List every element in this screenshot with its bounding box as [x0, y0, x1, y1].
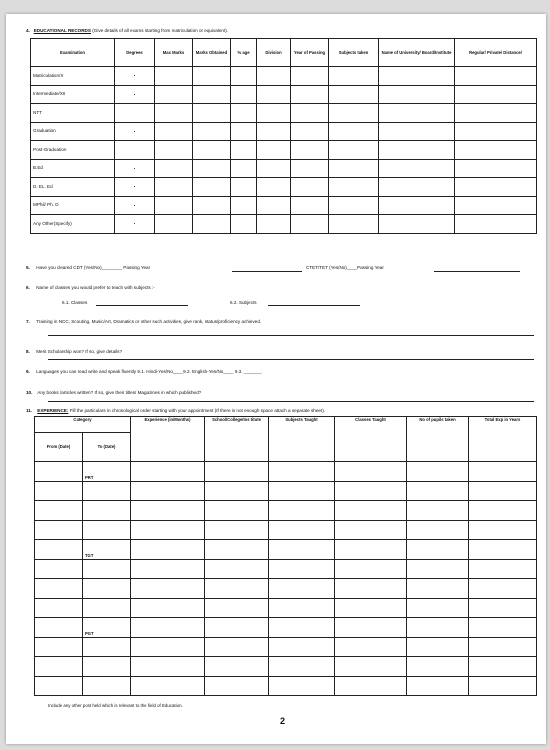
education-input-cell[interactable]: [257, 104, 291, 123]
experience-input-cell[interactable]: [469, 559, 537, 579]
degree-cell[interactable]: .: [115, 122, 155, 141]
education-input-cell[interactable]: [379, 104, 455, 123]
header-mode: Regular/ Private/ Distance/: [455, 39, 537, 67]
q9-number: 9.: [26, 369, 30, 374]
question-7: [26, 319, 261, 324]
education-input-cell[interactable]: [455, 104, 537, 123]
header-experience: Experience (in/Months): [131, 417, 205, 462]
experience-row: [35, 637, 537, 657]
experience-row: [35, 598, 537, 618]
experience-input-cell[interactable]: [205, 657, 269, 677]
experience-input-cell[interactable]: [83, 501, 131, 521]
exam-name-cell: B.Ed: [31, 159, 115, 178]
category-label-pgt: PGT: [83, 618, 131, 638]
experience-input-cell[interactable]: [35, 579, 83, 599]
experience-input-cell[interactable]: [269, 501, 335, 521]
education-input-cell[interactable]: [257, 85, 291, 104]
experience-input-cell[interactable]: [269, 540, 335, 560]
header-degrees: Degrees: [115, 39, 155, 67]
experience-input-cell[interactable]: [335, 676, 407, 696]
education-input-cell[interactable]: [455, 67, 537, 86]
q10-text: Any books /articles written? If so, give their titles/ Magazines in which published?: [37, 390, 202, 395]
experience-row: [35, 540, 537, 560]
experience-input-cell[interactable]: [205, 618, 269, 638]
section-4-note: (Give details of all exams starting from matriculation or equivalent).: [92, 28, 229, 33]
education-input-cell[interactable]: [231, 215, 257, 234]
experience-input-cell[interactable]: [407, 637, 469, 657]
education-input-cell[interactable]: [257, 141, 291, 160]
experience-input-cell[interactable]: [407, 598, 469, 618]
education-input-cell[interactable]: [291, 85, 329, 104]
q6-subjects-label: 6.2. Subjects: [230, 300, 257, 305]
experience-input-cell[interactable]: [83, 559, 131, 579]
experience-input-cell[interactable]: [131, 520, 205, 540]
experience-input-cell[interactable]: [469, 598, 537, 618]
experience-input-cell[interactable]: [269, 598, 335, 618]
experience-input-cell[interactable]: [131, 540, 205, 560]
education-input-cell[interactable]: [257, 215, 291, 234]
experience-input-cell[interactable]: [407, 520, 469, 540]
education-input-cell[interactable]: [455, 215, 537, 234]
header-pupils: No of pupils taken: [407, 417, 469, 462]
experience-input-cell[interactable]: [131, 579, 205, 599]
education-input-cell[interactable]: [155, 122, 193, 141]
experience-input-cell[interactable]: [131, 676, 205, 696]
experience-input-cell[interactable]: [131, 637, 205, 657]
exam-name-cell: Post-Graduation: [31, 141, 115, 160]
education-input-cell[interactable]: [291, 104, 329, 123]
header-institute: School/College/Ins titute: [205, 417, 269, 462]
experience-input-cell[interactable]: [131, 598, 205, 618]
education-input-cell[interactable]: [379, 122, 455, 141]
education-input-cell[interactable]: [291, 67, 329, 86]
education-input-cell[interactable]: [455, 196, 537, 215]
education-input-cell[interactable]: [155, 178, 193, 197]
q8-text: Merit Scholarship won? If so, give details?: [36, 349, 123, 354]
education-input-cell[interactable]: [291, 122, 329, 141]
experience-input-cell[interactable]: [469, 579, 537, 599]
experience-input-cell[interactable]: [35, 637, 83, 657]
education-input-cell[interactable]: [193, 159, 231, 178]
degree-cell[interactable]: [115, 141, 155, 160]
education-input-cell[interactable]: [329, 196, 379, 215]
q7-answer-field[interactable]: [48, 335, 534, 336]
experience-input-cell[interactable]: [407, 559, 469, 579]
education-row: [31, 141, 537, 160]
experience-input-cell[interactable]: [205, 676, 269, 696]
experience-input-cell[interactable]: [335, 501, 407, 521]
experience-input-cell[interactable]: [35, 618, 83, 638]
section-4-number: 4.: [26, 28, 30, 33]
experience-input-cell[interactable]: [269, 462, 335, 482]
q5-ctet: CTET/TET (Yes/No)____Passing Year: [306, 265, 384, 270]
section-11-note: Fill the particulars in chronological order starting with your appointment (If there is not enough space attach a separate sheet).: [69, 408, 326, 413]
experience-input-cell[interactable]: [35, 501, 83, 521]
education-input-cell[interactable]: [379, 141, 455, 160]
experience-input-cell[interactable]: [335, 481, 407, 501]
experience-row: [35, 481, 537, 501]
experience-input-cell[interactable]: [269, 618, 335, 638]
experience-input-cell[interactable]: [407, 618, 469, 638]
experience-input-cell[interactable]: [205, 462, 269, 482]
category-label-tgt: TGT: [83, 540, 131, 560]
experience-input-cell[interactable]: [335, 637, 407, 657]
education-input-cell[interactable]: [155, 141, 193, 160]
education-input-cell[interactable]: [231, 159, 257, 178]
question-8: [26, 349, 122, 354]
experience-input-cell[interactable]: [407, 462, 469, 482]
header-division: Division: [257, 39, 291, 67]
experience-input-cell[interactable]: [205, 579, 269, 599]
experience-input-cell[interactable]: [35, 559, 83, 579]
education-input-cell[interactable]: [379, 178, 455, 197]
experience-input-cell[interactable]: [407, 501, 469, 521]
experience-input-cell[interactable]: [469, 618, 537, 638]
exam-name-cell: MPhil/ Ph. D: [31, 196, 115, 215]
experience-input-cell[interactable]: [131, 501, 205, 521]
education-input-cell[interactable]: [193, 178, 231, 197]
experience-input-cell[interactable]: [407, 657, 469, 677]
experience-row: [35, 559, 537, 579]
education-input-cell[interactable]: [329, 67, 379, 86]
q6-classes-label: 6.1. Classes: [62, 300, 88, 305]
education-header-row: [31, 39, 537, 67]
experience-input-cell[interactable]: [407, 540, 469, 560]
experience-input-cell[interactable]: [83, 657, 131, 677]
education-input-cell[interactable]: [155, 215, 193, 234]
education-input-cell[interactable]: [455, 178, 537, 197]
experience-input-cell[interactable]: [335, 520, 407, 540]
experience-input-cell[interactable]: [469, 501, 537, 521]
experience-input-cell[interactable]: [131, 559, 205, 579]
experience-row: [35, 579, 537, 599]
header-marks-obtained: Marks Obtained: [193, 39, 231, 67]
exam-name-cell: Intermediate/XII: [31, 85, 115, 104]
header-total-exp: Total Exp in Years: [469, 417, 537, 462]
header-examination: Examination: [31, 39, 115, 67]
education-input-cell[interactable]: [329, 141, 379, 160]
education-input-cell[interactable]: [231, 85, 257, 104]
experience-table-body: [35, 462, 537, 696]
education-input-cell[interactable]: [329, 178, 379, 197]
experience-row: [35, 618, 537, 638]
education-input-cell[interactable]: [291, 159, 329, 178]
education-row: [31, 104, 537, 123]
education-input-cell[interactable]: [455, 159, 537, 178]
education-input-cell[interactable]: [329, 122, 379, 141]
experience-input-cell[interactable]: [205, 520, 269, 540]
question-5: [26, 265, 150, 270]
experience-input-cell[interactable]: [269, 520, 335, 540]
degree-cell[interactable]: .: [115, 85, 155, 104]
question-6: [26, 285, 155, 290]
header-to-date: To (Date): [83, 433, 131, 462]
experience-input-cell[interactable]: [335, 657, 407, 677]
experience-row: [35, 462, 537, 482]
experience-row: [35, 676, 537, 696]
experience-input-cell[interactable]: [205, 481, 269, 501]
q5-ctet-year-field[interactable]: [434, 271, 520, 272]
education-row: [31, 215, 537, 234]
question-10: [26, 390, 201, 395]
education-records-table: [30, 38, 537, 234]
education-input-cell[interactable]: [155, 196, 193, 215]
q6-classes-field[interactable]: [96, 305, 188, 306]
q5-number: 5.: [26, 265, 30, 270]
education-input-cell[interactable]: [193, 104, 231, 123]
experience-input-cell[interactable]: [269, 481, 335, 501]
q7-text: Training in NCC, Scouting, Music/Art, Dramatics or other such activities, give rank, status/proficiency achieved.: [36, 319, 262, 324]
experience-input-cell[interactable]: [205, 540, 269, 560]
education-input-cell[interactable]: [329, 104, 379, 123]
experience-input-cell[interactable]: [407, 481, 469, 501]
experience-input-cell[interactable]: [269, 676, 335, 696]
experience-input-cell[interactable]: [269, 559, 335, 579]
education-input-cell[interactable]: [231, 141, 257, 160]
education-input-cell[interactable]: [193, 215, 231, 234]
education-row: [31, 122, 537, 141]
experience-input-cell[interactable]: [469, 481, 537, 501]
experience-input-cell[interactable]: [335, 579, 407, 599]
experience-header-row: [35, 417, 537, 433]
education-row: [31, 85, 537, 104]
q5-text: Have you cleared CDT (Yes/No)________ Passing Year: [36, 265, 151, 270]
experience-input-cell[interactable]: [469, 540, 537, 560]
exam-name-cell: NTT: [31, 104, 115, 123]
education-input-cell[interactable]: [193, 141, 231, 160]
experience-input-cell[interactable]: [335, 618, 407, 638]
degree-cell[interactable]: .: [115, 215, 155, 234]
exam-name-cell: Any Other(Specify): [31, 215, 115, 234]
q8-answer-field[interactable]: [48, 359, 534, 360]
header-subjects-taught: Subjects Taught: [269, 417, 335, 462]
education-input-cell[interactable]: [379, 67, 455, 86]
experience-input-cell[interactable]: [205, 501, 269, 521]
q6-number: 6.: [26, 285, 30, 290]
experience-input-cell[interactable]: [335, 540, 407, 560]
header-category: Category: [35, 417, 131, 433]
education-input-cell[interactable]: [231, 104, 257, 123]
q6-subjects-field[interactable]: [268, 305, 360, 306]
education-row: [31, 159, 537, 178]
education-input-cell[interactable]: [155, 67, 193, 86]
education-input-cell[interactable]: [193, 67, 231, 86]
experience-input-cell[interactable]: [469, 676, 537, 696]
q7-number: 7.: [26, 319, 30, 324]
education-input-cell[interactable]: [231, 122, 257, 141]
header-subjects-taken: Subjects taken: [329, 39, 379, 67]
exam-name-cell: Matriculation/X: [31, 67, 115, 86]
experience-input-cell[interactable]: [407, 579, 469, 599]
experience-input-cell[interactable]: [83, 598, 131, 618]
page-number: 2: [280, 716, 286, 726]
experience-input-cell[interactable]: [35, 481, 83, 501]
header-from-date: From (Date): [35, 433, 83, 462]
q5-passing-year-field[interactable]: [232, 271, 302, 272]
education-input-cell[interactable]: [455, 122, 537, 141]
experience-table: [34, 416, 537, 696]
education-input-cell[interactable]: [379, 85, 455, 104]
q9-text: Languages you can read write and speak fluently 9.1. Hindi-Yes/No____9.2. English-Yes/No____ 9.3. _______: [36, 369, 262, 374]
education-input-cell[interactable]: [231, 196, 257, 215]
experience-input-cell[interactable]: [469, 520, 537, 540]
education-input-cell[interactable]: [329, 159, 379, 178]
q10-answer-field[interactable]: [48, 401, 534, 402]
education-input-cell[interactable]: [455, 141, 537, 160]
education-input-cell[interactable]: [193, 196, 231, 215]
education-input-cell[interactable]: [155, 159, 193, 178]
header-max-marks: Max Marks: [155, 39, 193, 67]
education-input-cell[interactable]: [155, 104, 193, 123]
experience-input-cell[interactable]: [205, 559, 269, 579]
experience-input-cell[interactable]: [131, 462, 205, 482]
education-input-cell[interactable]: [379, 215, 455, 234]
header-university: Name of University/ Board/Institute: [379, 39, 455, 67]
education-input-cell[interactable]: [257, 159, 291, 178]
experience-input-cell[interactable]: [83, 481, 131, 501]
experience-input-cell[interactable]: [35, 520, 83, 540]
education-input-cell[interactable]: [257, 67, 291, 86]
education-input-cell[interactable]: [193, 122, 231, 141]
experience-input-cell[interactable]: [269, 579, 335, 599]
experience-input-cell[interactable]: [83, 637, 131, 657]
education-input-cell[interactable]: [291, 196, 329, 215]
experience-input-cell[interactable]: [35, 657, 83, 677]
degree-cell[interactable]: .: [115, 196, 155, 215]
experience-input-cell[interactable]: [335, 462, 407, 482]
education-input-cell[interactable]: [291, 178, 329, 197]
header-year-of-passing: Year of Passing: [291, 39, 329, 67]
experience-input-cell[interactable]: [269, 657, 335, 677]
header-classes-taught: Classes Taught: [335, 417, 407, 462]
experience-input-cell[interactable]: [83, 520, 131, 540]
experience-input-cell[interactable]: [83, 676, 131, 696]
exam-name-cell: D. EL. Ed: [31, 178, 115, 197]
section-4-heading: [26, 28, 228, 33]
experience-input-cell[interactable]: [35, 598, 83, 618]
experience-input-cell[interactable]: [35, 540, 83, 560]
experience-row: [35, 501, 537, 521]
footer-note: Include any other post held which is relevant to the field of Education.: [48, 703, 183, 708]
form-page: [6, 14, 546, 744]
education-table-body: [31, 67, 537, 234]
education-input-cell[interactable]: [257, 122, 291, 141]
education-input-cell[interactable]: [329, 215, 379, 234]
experience-input-cell[interactable]: [205, 637, 269, 657]
experience-input-cell[interactable]: [131, 657, 205, 677]
experience-input-cell[interactable]: [469, 462, 537, 482]
header-percentage: % age: [231, 39, 257, 67]
experience-row: [35, 657, 537, 677]
category-label-prt: PRT: [83, 462, 131, 482]
education-input-cell[interactable]: [257, 196, 291, 215]
experience-input-cell[interactable]: [469, 637, 537, 657]
section-11-number: 11.: [26, 408, 33, 413]
experience-row: [35, 520, 537, 540]
education-input-cell[interactable]: [329, 85, 379, 104]
education-input-cell[interactable]: [291, 215, 329, 234]
experience-input-cell[interactable]: [131, 618, 205, 638]
question-9: [26, 369, 262, 374]
education-input-cell[interactable]: [231, 67, 257, 86]
experience-input-cell[interactable]: [35, 676, 83, 696]
degree-cell[interactable]: .: [115, 178, 155, 197]
section-11-heading: [26, 408, 325, 413]
education-row: [31, 178, 537, 197]
exam-name-cell: Graduation: [31, 122, 115, 141]
q8-number: 8.: [26, 349, 30, 354]
education-input-cell[interactable]: [257, 178, 291, 197]
experience-input-cell[interactable]: [335, 598, 407, 618]
experience-input-cell[interactable]: [35, 462, 83, 482]
education-row: [31, 67, 537, 86]
education-input-cell[interactable]: [379, 196, 455, 215]
experience-input-cell[interactable]: [335, 559, 407, 579]
education-input-cell[interactable]: [379, 159, 455, 178]
degree-cell[interactable]: .: [115, 159, 155, 178]
experience-input-cell[interactable]: [407, 676, 469, 696]
q10-number: 10.: [26, 390, 33, 395]
experience-input-cell[interactable]: [131, 481, 205, 501]
education-input-cell[interactable]: [291, 141, 329, 160]
experience-input-cell[interactable]: [269, 637, 335, 657]
education-input-cell[interactable]: [155, 85, 193, 104]
education-input-cell[interactable]: [193, 85, 231, 104]
experience-input-cell[interactable]: [83, 579, 131, 599]
education-row: [31, 196, 537, 215]
degree-cell[interactable]: .: [115, 67, 155, 86]
q6-text: Name of classes you would prefer to teach with subjects :-: [36, 285, 155, 290]
education-input-cell[interactable]: [455, 85, 537, 104]
education-input-cell[interactable]: [231, 178, 257, 197]
section-11-title: EXPERIENCE:: [37, 408, 69, 413]
degree-cell[interactable]: [115, 104, 155, 123]
experience-input-cell[interactable]: [205, 598, 269, 618]
experience-input-cell[interactable]: [469, 657, 537, 677]
section-4-title: EDUCATIONAL RECORDS: [33, 28, 91, 33]
